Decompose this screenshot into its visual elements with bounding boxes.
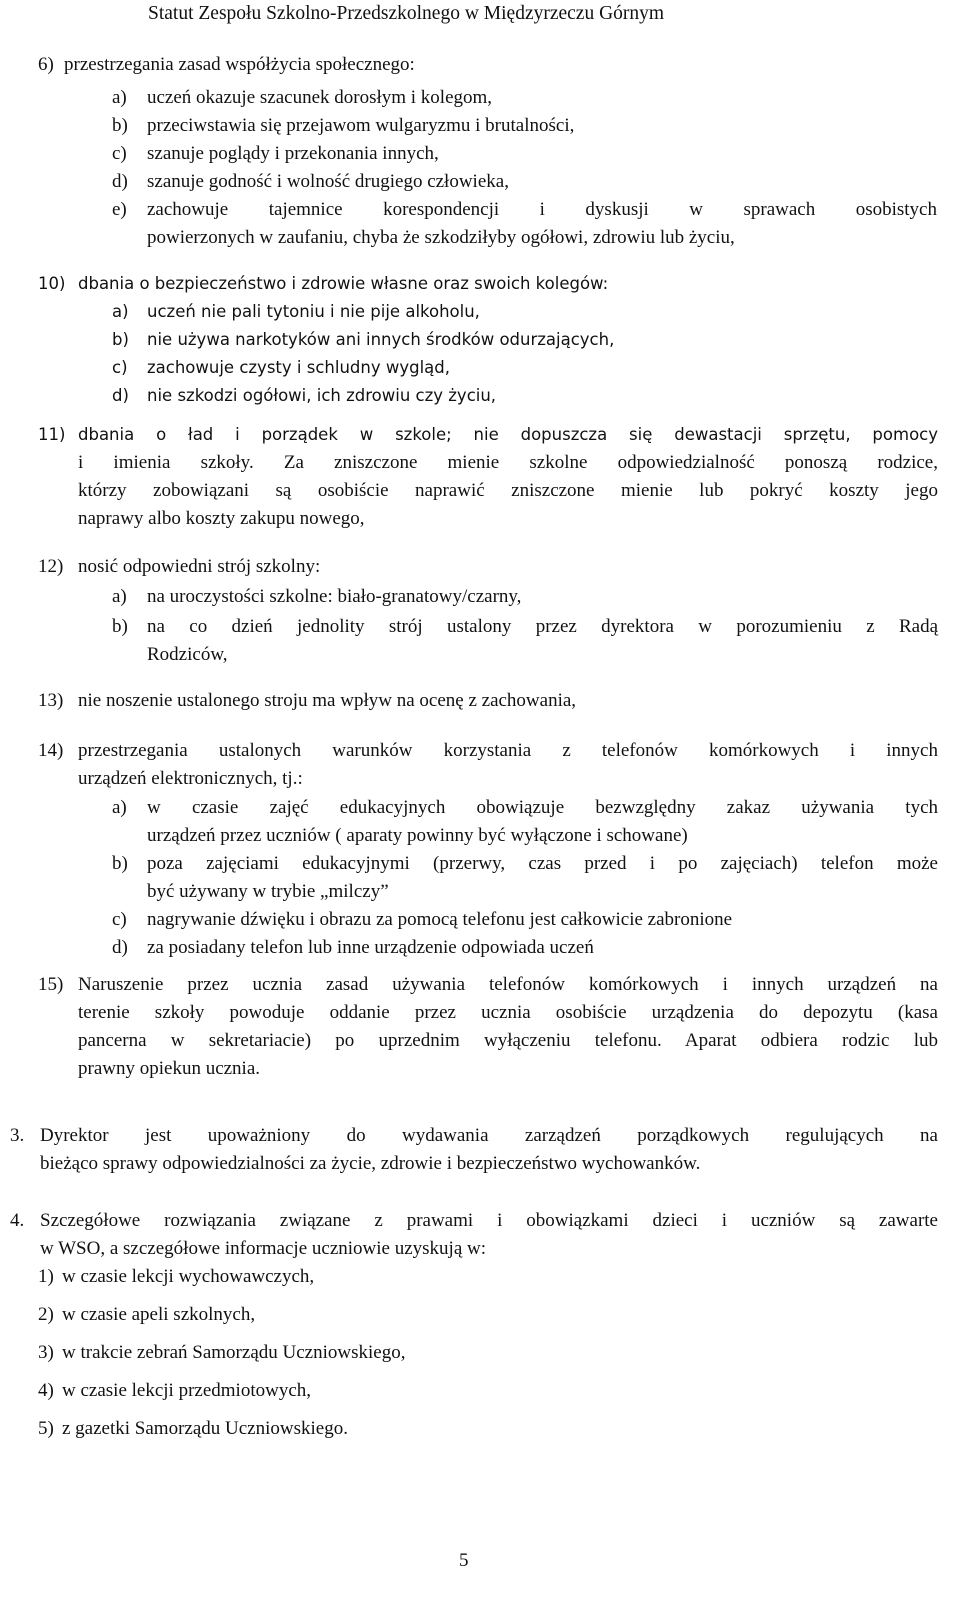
sublist-label: c) — [112, 358, 128, 377]
sublist-label: 2) — [38, 1304, 54, 1325]
sublist-item: nagrywanie dźwięku i obrazu za pomocą telefonu jest całkowicie zabronione — [147, 909, 733, 930]
sublist-item: w czasie zajęć edukacyjnych obowiązuje bezwzględny zakaz używania tych — [147, 797, 938, 818]
sublist-item-continuation: powierzonych w zaufaniu, chyba że szkodziłyby ogółowi, zdrowiu lub życiu, — [147, 227, 735, 248]
sublist-item: z gazetki Samorządu Uczniowskiego. — [62, 1418, 348, 1439]
page-header: Statut Zespołu Szkolno-Przedszkolnego w Międzyrzeczu Górnym — [148, 3, 665, 24]
sublist-label: a) — [112, 586, 127, 607]
list-label: 13) — [38, 690, 64, 711]
list-item-line: urządzeń elektronicznych, tj.: — [78, 768, 303, 789]
sublist-item: na uroczystości szkolne: biało-granatowy/czarny, — [147, 586, 522, 607]
list-item-line: terenie szkoły powoduje oddanie przez ucznia osobiście urządzenia do depozytu (kasa — [78, 1002, 938, 1023]
section-line: bieżąco sprawy odpowiedzialności za życie, zdrowie i bezpieczeństwo wychowanków. — [40, 1153, 701, 1174]
list-item-line: przestrzegania ustalonych warunków korzystania z telefonów komórkowych i innych — [78, 740, 938, 761]
sublist-label: a) — [112, 302, 129, 321]
sublist-item: uczeń okazuje szacunek dorosłym i kolegom, — [147, 87, 493, 108]
section-line: Dyrektor jest upoważniony do wydawania zarządzeń porządkowych regulujących na — [40, 1125, 938, 1146]
sublist-label: 1) — [38, 1266, 54, 1287]
sublist-label: b) — [112, 853, 128, 874]
list-item-line: dbania o ład i porządek w szkole; nie dopuszcza się dewastacji sprzętu, pomocy — [78, 425, 938, 444]
sublist-item: w trakcie zebrań Samorządu Uczniowskiego, — [62, 1342, 406, 1363]
sublist-label: b) — [112, 330, 129, 349]
list-item-line: prawny opiekun ucznia. — [78, 1058, 261, 1079]
list-label: 15) — [38, 974, 64, 995]
sublist-item-continuation: Rodziców, — [147, 644, 228, 665]
list-item-line: naprawy albo koszty zakupu nowego, — [78, 508, 365, 529]
sublist-item: w czasie lekcji przedmiotowych, — [62, 1380, 312, 1401]
sublist-label: d) — [112, 386, 129, 405]
sublist-item: zachowuje tajemnice korespondencji i dyskusji w sprawach osobistych — [147, 199, 937, 220]
list-label: 11) — [38, 425, 66, 444]
sublist-item-continuation: urządzeń przez uczniów ( aparaty powinny być wyłączone i schowane) — [147, 825, 688, 846]
sublist-label: e) — [112, 199, 127, 220]
section-line: w WSO, a szczegółowe informacje uczniowie uzyskują w: — [40, 1238, 486, 1259]
list-item-text: nie noszenie ustalonego stroju ma wpływ na ocenę z zachowania, — [78, 690, 577, 711]
sublist-item: w czasie lekcji wychowawczych, — [62, 1266, 315, 1287]
section-line: Szczegółowe rozwiązania związane z prawami i obowiązkami dzieci i uczniów są zawarte — [40, 1210, 938, 1231]
sublist-item: na co dzień jednolity strój ustalony przez dyrektora w porozumieniu z Radą — [147, 616, 938, 637]
sublist-label: 3) — [38, 1342, 54, 1363]
sublist-item-continuation: być używany w trybie „milczy” — [147, 881, 389, 902]
list-item-line: którzy zobowiązani są osobiście naprawić zniszczone mienie lub pokryć koszty jego — [78, 480, 938, 501]
sublist-item: przeciwstawia się przejawom wulgaryzmu i brutalności, — [147, 115, 575, 136]
list-label: 6) — [38, 54, 54, 75]
sublist-label: c) — [112, 909, 127, 930]
sublist-item: nie używa narkotyków ani innych środków odurzających, — [147, 330, 615, 349]
sublist-label: d) — [112, 937, 128, 958]
section-label: 4. — [10, 1210, 25, 1231]
sublist-item: za posiadany telefon lub inne urządzenie odpowiada uczeń — [147, 937, 594, 958]
list-item-title: przestrzegania zasad współżycia społecznego: — [64, 54, 415, 75]
sublist-label: b) — [112, 616, 128, 637]
sublist-item: szanuje poglądy i przekonania innych, — [147, 143, 439, 164]
list-item-line: Naruszenie przez ucznia zasad używania telefonów komórkowych i innych urządzeń na — [78, 974, 938, 995]
sublist-label: 5) — [38, 1418, 54, 1439]
page-number: 5 — [459, 1550, 469, 1571]
list-item-title: nosić odpowiedni strój szkolny: — [78, 556, 321, 577]
sublist-item: szanuje godność i wolność drugiego człowieka, — [147, 171, 509, 192]
sublist-item: uczeń nie pali tytoniu i nie pije alkoholu, — [147, 302, 480, 321]
list-item-title: dbania o bezpieczeństwo i zdrowie własne oraz swoich kolegów: — [78, 274, 609, 293]
sublist-label: d) — [112, 171, 128, 192]
sublist-item: zachowuje czysty i schludny wygląd, — [147, 358, 450, 377]
sublist-item: w czasie apeli szkolnych, — [62, 1304, 256, 1325]
sublist-label: a) — [112, 797, 127, 818]
list-label: 10) — [38, 274, 66, 293]
sublist-label: 4) — [38, 1380, 54, 1401]
sublist-label: c) — [112, 143, 127, 164]
list-item-line: pancerna w sekretariacie) po uprzednim wyłączeniu telefonu. Aparat odbiera rodzic lub — [78, 1030, 938, 1051]
list-item-line: i imienia szkoły. Za zniszczone mienie szkolne odpowiedzialność ponoszą rodzice, — [78, 452, 938, 473]
sublist-label: a) — [112, 87, 127, 108]
sublist-item: nie szkodzi ogółowi, ich zdrowiu czy życiu, — [147, 386, 497, 405]
section-label: 3. — [10, 1125, 25, 1146]
sublist-item: poza zajęciami edukacyjnymi (przerwy, czas przed i po zajęciach) telefon może — [147, 853, 938, 874]
sublist-label: b) — [112, 115, 128, 136]
list-label: 14) — [38, 740, 64, 761]
list-label: 12) — [38, 556, 64, 577]
